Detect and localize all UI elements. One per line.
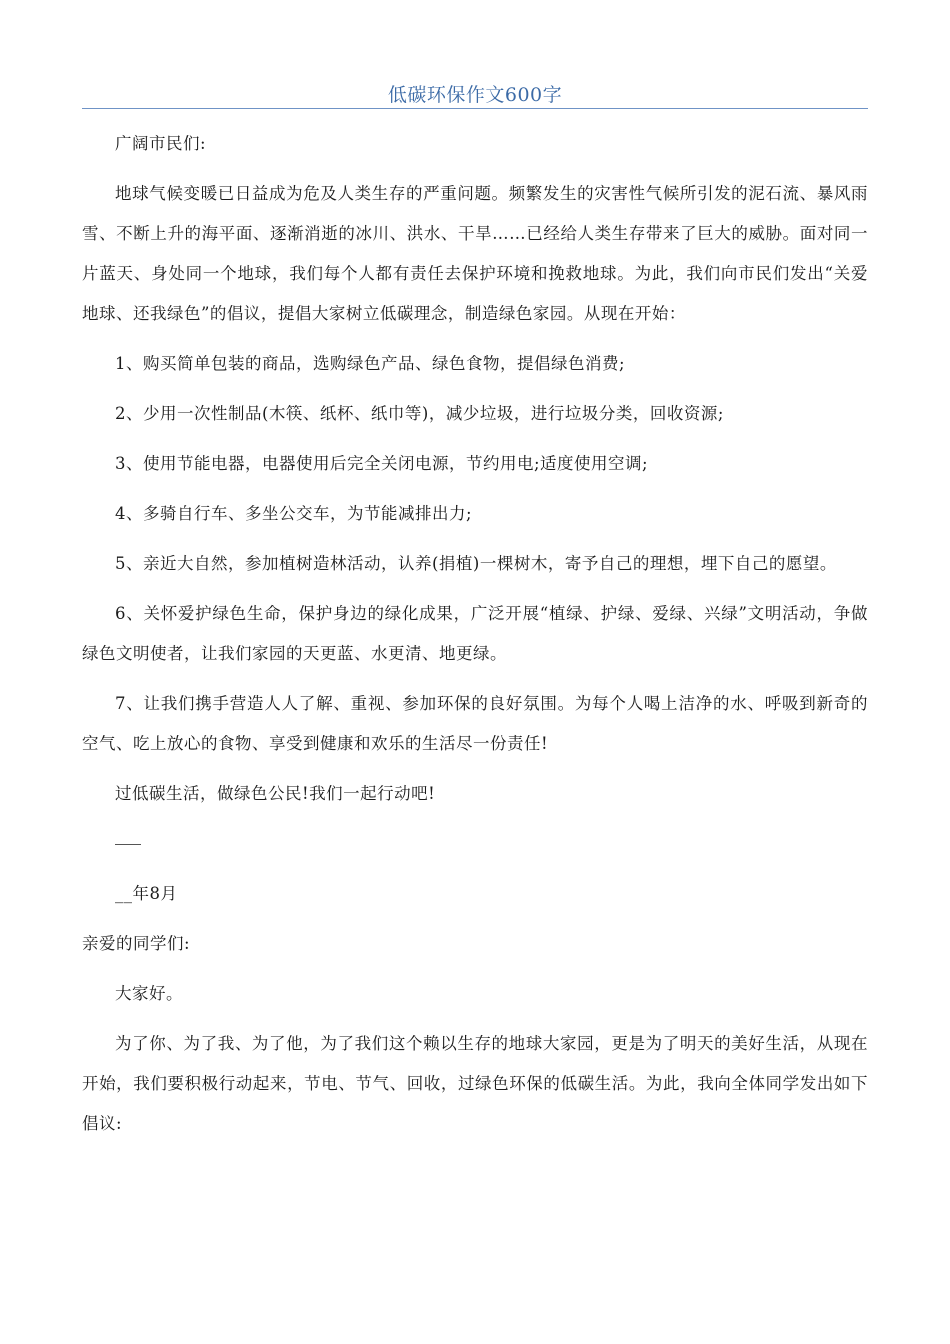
- document-body: [82, 124, 868, 1154]
- list-item-7: 7、让我们携手营造人人了解、重视、参加环保的良好氛围。为每个人喝上洁净的水、呼吸到新奇的空气、吃上放心的食物、享受到健康和欢乐的生活尽一份责任!: [82, 694, 868, 753]
- date-line: __年8月: [115, 884, 178, 903]
- list-item-5: 5、亲近大自然，参加植树造林活动，认养(捐植)一棵树木，寄予自己的理想，埋下自己的愿望。: [115, 554, 837, 573]
- closing-call: 过低碳生活，做绿色公民!我们一起行动吧!: [115, 784, 436, 803]
- list-item-1: 1、购买简单包装的商品，选购绿色产品、绿色食物，提倡绿色消费;: [115, 354, 626, 373]
- document-title: 低碳环保作文600字: [387, 84, 563, 106]
- list-item-4: 4、多骑自行车、多坐公交车，为节能减排出力;: [115, 504, 473, 523]
- greeting: 大家好。: [115, 984, 183, 1003]
- paragraph-proposal: 为了你、为了我、为了他，为了我们这个赖以生存的地球大家园，更是为了明天的美好生活，从现在开始，我们要积极行动起来，节电、节气、回收，过绿色环保的低碳生活。为此，我向全体同学发出如下倡议:: [82, 1034, 868, 1133]
- salutation-students: 亲爱的同学们:: [82, 934, 191, 953]
- paragraph-intro: 地球气候变暖已日益成为危及人类生存的严重问题。频繁发生的灾害性气候所引发的泥石流、暴风雨雪、不断上升的海平面、逐渐消逝的冰川、洪水、干旱……已经给人类生存带来了巨大的威胁。面对同一片蓝天、身处同一个地球，我们每个人都有责任去保护环境和挽救地球。为此，我们向市民们发出“关爱地球、还我绿色”的倡议，提倡大家树立低碳理念，制造绿色家园。从现在开始：: [82, 184, 868, 323]
- salutation-citizens: 广阔市民们:: [115, 134, 207, 153]
- title-underline: [82, 108, 868, 109]
- list-item-3: 3、使用节能电器，电器使用后完全关闭电源，节约用电;适度使用空调;: [115, 454, 649, 473]
- signature-blank-line: [82, 824, 868, 864]
- list-item-2: 2、少用一次性制品(木筷、纸杯、纸巾等)，减少垃圾，进行垃圾分类，回收资源;: [115, 404, 724, 423]
- list-item-6: 6、关怀爱护绿色生命，保护身边的绿化成果，广泛开展“植绿、护绿、爱绿、兴绿”文明活动，争做绿色文明使者，让我们家园的天更蓝、水更清、地更绿。: [82, 604, 868, 663]
